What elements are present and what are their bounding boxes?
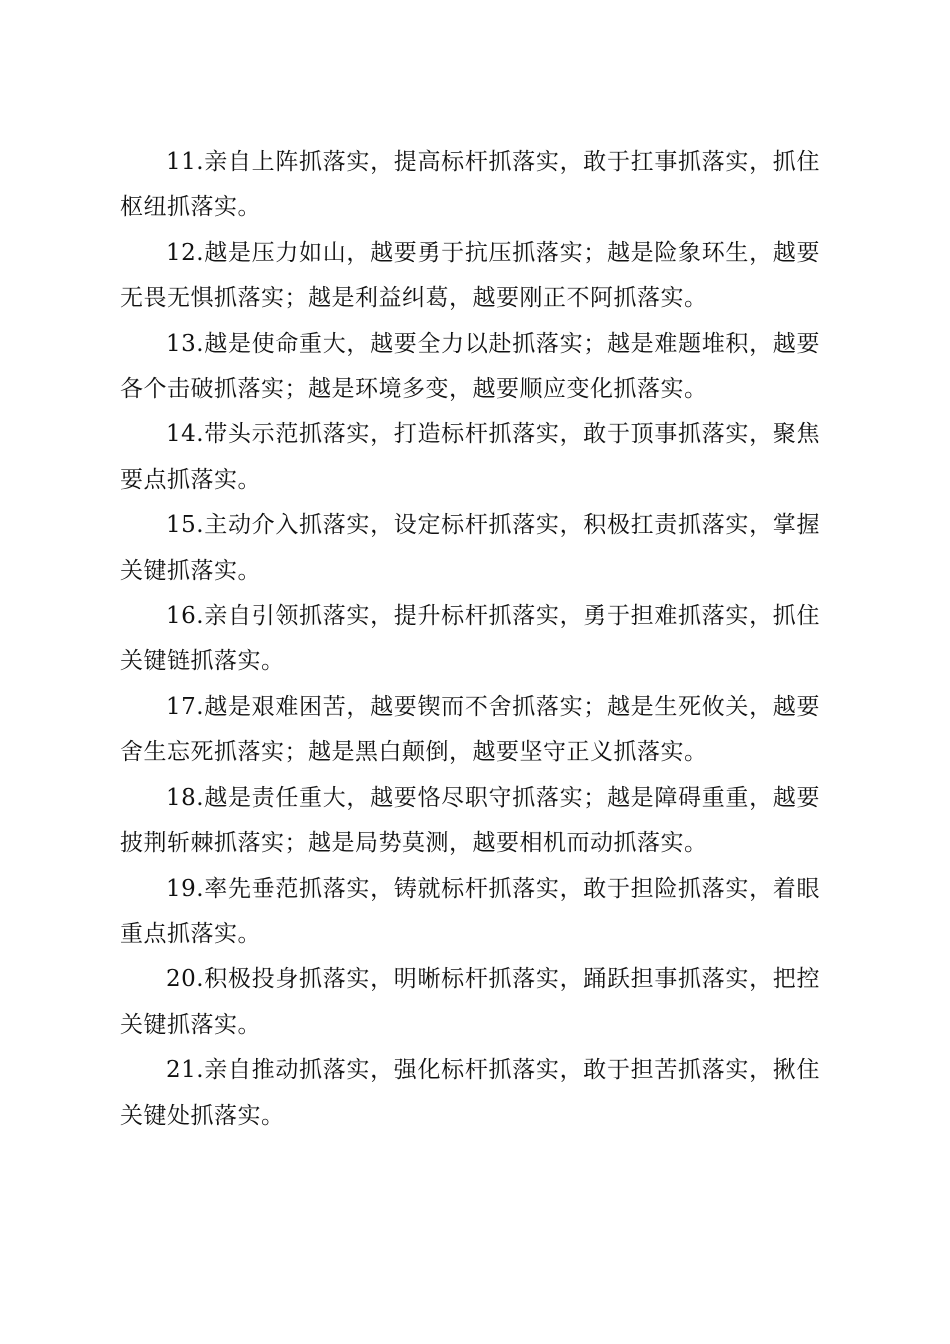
- paragraph-15: 15.主动介入抓落实，设定标杆抓落实，积极扛责抓落实，掌握关键抓落实。: [120, 512, 820, 584]
- paragraph-11: 11.亲自上阵抓落实，提高标杆抓落实，敢于扛事抓落实，抓住枢纽抓落实。: [120, 149, 820, 221]
- paragraph-19: 19.率先垂范抓落实，铸就标杆抓落实，敢于担险抓落实，着眼重点抓落实。: [120, 875, 820, 947]
- document-body: [120, 140, 820, 1139]
- paragraph-16: 16.亲自引领抓落实，提升标杆抓落实，勇于担难抓落实，抓住关键链抓落实。: [120, 603, 820, 675]
- paragraph-14: 14.带头示范抓落实，打造标杆抓落实，敢于顶事抓落实，聚焦要点抓落实。: [120, 421, 820, 493]
- paragraph-18: 18.越是责任重大，越要恪尽职守抓落实；越是障碍重重，越要披荆斩棘抓落实；越是局势莫测，越要相机而动抓落实。: [120, 784, 820, 857]
- paragraph-17: 17.越是艰难困苦，越要锲而不舍抓落实；越是生死攸关，越要舍生忘死抓落实；越是黑白颠倒，越要坚守正义抓落实。: [120, 693, 820, 766]
- paragraph-21: 21.亲自推动抓落实，强化标杆抓落实，敢于担苦抓落实，揪住关键处抓落实。: [120, 1057, 820, 1129]
- paragraph-13: 13.越是使命重大，越要全力以赴抓落实；越是难题堆积，越要各个击破抓落实；越是环境多变，越要顺应变化抓落实。: [120, 330, 820, 403]
- paragraph-20: 20.积极投身抓落实，明晰标杆抓落实，踊跃担事抓落实，把控关键抓落实。: [120, 966, 820, 1038]
- paragraph-12: 12.越是压力如山，越要勇于抗压抓落实；越是险象环生，越要无畏无惧抓落实；越是利益纠葛，越要刚正不阿抓落实。: [120, 239, 820, 312]
